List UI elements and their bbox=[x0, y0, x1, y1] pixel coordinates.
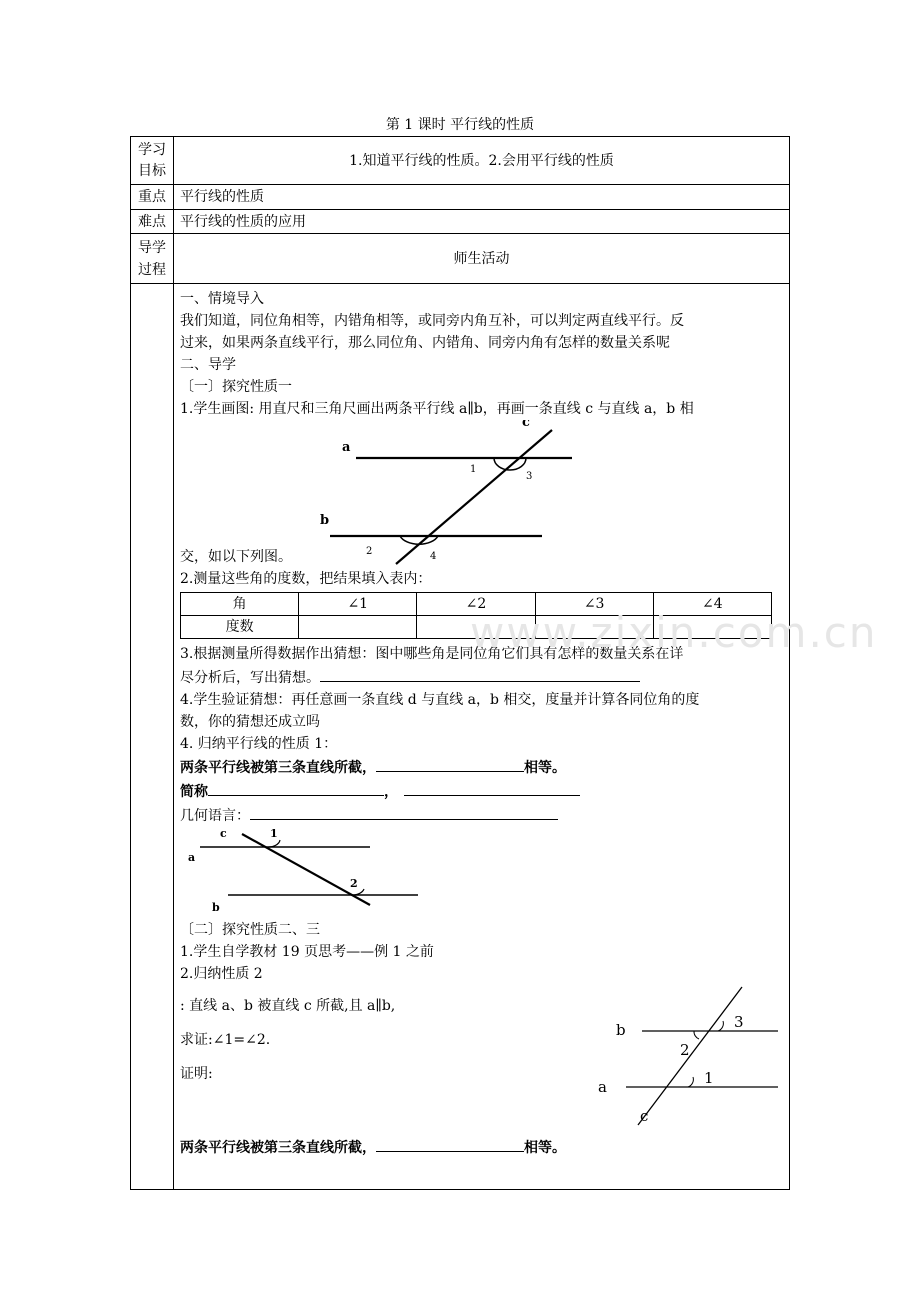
property-2 bbox=[180, 1135, 783, 1159]
corresponding-angles-diagram bbox=[180, 827, 480, 919]
line-a-label: a bbox=[188, 851, 196, 864]
goal-label-text: 学习 目标 bbox=[138, 141, 166, 179]
geometry-language bbox=[180, 803, 783, 827]
hard-label: 难点 bbox=[131, 210, 174, 234]
reading-2: 2.归纳性质 2 bbox=[180, 966, 263, 982]
question-3-cont bbox=[180, 665, 783, 689]
answer-blank[interactable] bbox=[250, 803, 558, 820]
table-cell[interactable] bbox=[299, 616, 417, 639]
key-text: 平行线的性质 bbox=[174, 185, 790, 210]
proof-diagram bbox=[598, 977, 778, 1127]
answer-blank[interactable] bbox=[208, 779, 384, 796]
table-header: ∠2 bbox=[417, 593, 535, 616]
goal-text: 1.知道平行线的性质。2.会用平行线的性质 bbox=[174, 137, 790, 185]
question-1-end: 交，如以下列图。 bbox=[180, 549, 292, 565]
property-1 bbox=[180, 755, 783, 779]
comma: ， bbox=[384, 784, 398, 800]
table-header: ∠3 bbox=[535, 593, 653, 616]
hard-text: 平行线的性质的应用 bbox=[174, 210, 790, 234]
question-1: 1.学生画图: 用直尺和三角尺画出两条平行线 a∥b，再画一条直线 c 与直线 a，b 相 bbox=[180, 401, 694, 417]
proof-label: 证明: bbox=[180, 1066, 213, 1082]
answer-blank[interactable] bbox=[376, 1135, 524, 1152]
table-header: ∠1 bbox=[299, 593, 417, 616]
key-label: 重点 bbox=[131, 185, 174, 210]
short-label: 简称 bbox=[180, 784, 208, 800]
proof-area bbox=[180, 985, 783, 1135]
process-text: 师生活动 bbox=[174, 234, 790, 284]
process-label-text: 导学 过程 bbox=[138, 239, 166, 278]
line-b-label: b bbox=[320, 513, 330, 528]
lesson-table bbox=[130, 136, 790, 1190]
question-2: 2.测量这些角的度数，把结果填入表内： bbox=[180, 571, 432, 587]
angle-label: 1 bbox=[704, 1069, 714, 1087]
subsection-heading: 〔二〕探究性质二、三 bbox=[180, 922, 320, 938]
angle-label: 2 bbox=[680, 1041, 690, 1059]
angle-label: 1 bbox=[270, 827, 278, 840]
paragraph: 过来，如果两条直线平行，那么同位角、内错角、同旁内角有怎样的数量关系呢 bbox=[180, 335, 670, 351]
page-title: 第 1 课时 平行线的性质 bbox=[385, 117, 535, 133]
angle-label: 2 bbox=[350, 877, 358, 890]
section-heading: 一、情境导入 bbox=[180, 291, 264, 307]
property-2-pre: 两条平行线被第三条直线所截， bbox=[180, 1140, 376, 1156]
property-1-pre: 两条平行线被第三条直线所截， bbox=[180, 760, 376, 776]
answer-blank[interactable] bbox=[376, 755, 524, 772]
question-4: 4.学生验证猜想：再任意画一条直线 d 与直线 a，b 相交，度量并计算各同位角的度 bbox=[180, 692, 700, 708]
property-2-post: 相等。 bbox=[524, 1140, 566, 1156]
question-4-cont: 数，你的猜想还成立吗 bbox=[180, 714, 320, 730]
property-1-post: 相等。 bbox=[524, 760, 566, 776]
figure-2 bbox=[180, 827, 783, 919]
geometry-label: 几何语言： bbox=[180, 808, 250, 824]
line-c-label: c bbox=[220, 827, 227, 840]
reading-1: 1.学生自学教材 19 页思考——例 1 之前 bbox=[180, 944, 434, 960]
content-cell bbox=[174, 284, 790, 1190]
line-a-label: a bbox=[598, 1078, 607, 1096]
section-heading: 二、导学 bbox=[180, 357, 236, 373]
watermark: www.zixin.com.cn bbox=[470, 608, 878, 657]
blank-cell bbox=[131, 284, 174, 1190]
answer-blank[interactable] bbox=[404, 779, 580, 796]
figure-1 bbox=[180, 420, 783, 568]
line-c-label: c bbox=[522, 420, 530, 430]
angle-label: 2 bbox=[366, 546, 373, 557]
line-b-label: b bbox=[212, 901, 220, 914]
question-3: 3.根据测量所得数据作出猜想：图中哪些角是同位角它们具有怎样的数量关系在详 bbox=[180, 646, 684, 662]
angle-label: 3 bbox=[734, 1013, 744, 1031]
table-row-label: 度数 bbox=[181, 616, 299, 639]
question-5: 4. 归纳平行线的性质 1： bbox=[180, 736, 338, 752]
question-3-text: 尽分析后，写出猜想。 bbox=[180, 670, 320, 686]
angle-label: 1 bbox=[470, 464, 477, 475]
table-header: 角 bbox=[181, 593, 299, 616]
table-header: ∠4 bbox=[653, 593, 771, 616]
prove-text: 求证:∠1=∠2. bbox=[180, 1032, 271, 1048]
line-b-label: b bbox=[616, 1021, 626, 1039]
goal-label bbox=[131, 137, 174, 185]
answer-blank[interactable] bbox=[320, 665, 640, 682]
subsection-heading: 〔一〕探究性质一 bbox=[180, 379, 292, 395]
paragraph: 我们知道，同位角相等，内错角相等，或同旁内角互补，可以判定两直线平行。反 bbox=[180, 313, 684, 329]
line-c-label: c bbox=[640, 1107, 649, 1125]
short-form bbox=[180, 779, 783, 803]
angle-label: 3 bbox=[526, 471, 533, 482]
line-a-label: a bbox=[342, 440, 351, 455]
angle-label: 4 bbox=[430, 551, 437, 562]
process-label bbox=[131, 234, 174, 284]
given-text: : 直线 a、b 被直线 c 所截,且 a∥b, bbox=[180, 998, 396, 1014]
